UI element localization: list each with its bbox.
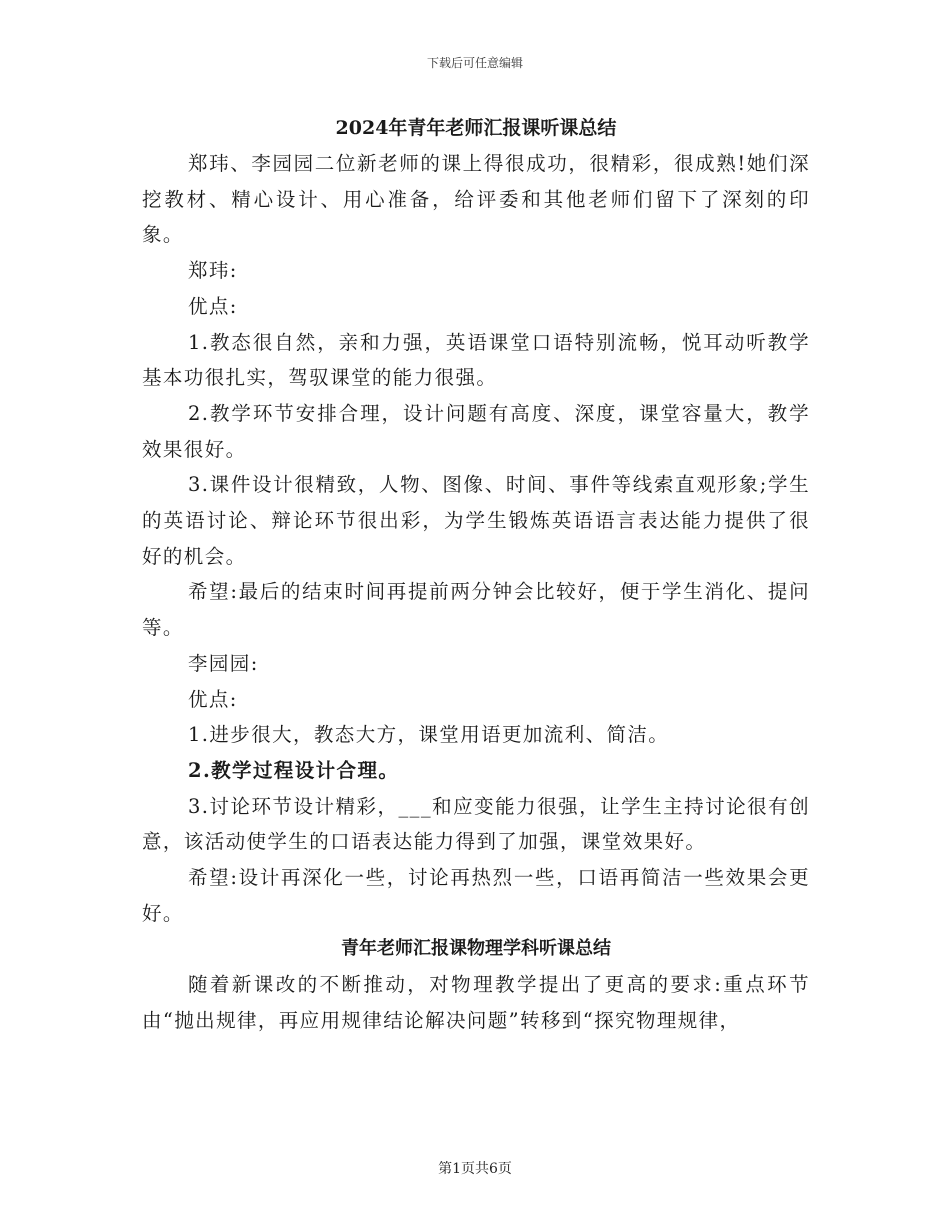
section-title: 青年老师汇报课物理学科听课总结 xyxy=(341,938,611,960)
paragraph-intro: 郑玮、李园园二位新老师的课上得很成功，很精彩，很成熟!她们深挖教材、精心设计、用心准备，给评委和其他老师们留下了深刻的印象。 xyxy=(142,152,810,247)
paragraph-li-point-3: 3.讨论环节设计精彩，___和应变能力很强，让学生主持讨论很有创意，该活动使学生的口语表达能力得到了加强，课堂效果好。 xyxy=(142,794,810,854)
page-number: 第1页共6页 xyxy=(438,1161,512,1177)
paragraph-physics-intro: 随着新课改的不断推动，对物理教学提出了更高的要求:重点环节由“抛出规律，再应用规律结论解决问题”转移到“探究物理规律， xyxy=(142,973,810,1033)
document-body xyxy=(142,110,810,1039)
paragraph-hope-2: 希望:设计再深化一些，讨论再热烈一些，口语再简洁一些效果会更好。 xyxy=(142,866,810,925)
paragraph-point-1: 1.教态很自然，亲和力强，英语课堂口语特别流畅，悦耳动听教学基本功很扎实，驾驭课堂的能力很强。 xyxy=(142,330,810,390)
paragraph-hope: 希望:最后的结束时间再提前两分钟会比较好，便于学生消化、提问等。 xyxy=(142,580,810,640)
paragraph-strengths-label: 优点: xyxy=(188,294,238,318)
paragraph-teacher-li: 李园园: xyxy=(188,651,259,675)
paragraph-li-point-2: 2.教学过程设计合理。 xyxy=(188,758,400,782)
paragraph-point-3: 3.课件设计很精致，人物、图像、时间、事件等线索直观形象;学生的英语讨论、辩论环节很出彩，为学生锻炼英语语言表达能力提供了很好的机会。 xyxy=(142,473,810,568)
paragraph-teacher-zheng: 郑玮: xyxy=(188,259,238,283)
header-note: 下载后可任意编辑 xyxy=(426,56,523,70)
paragraph-li-point-1: 1.进步很大，教态大方，课堂用语更加流利、简洁。 xyxy=(188,723,670,747)
document-title: 2024年青年老师汇报课听课总结 xyxy=(335,117,617,139)
paragraph-strengths-label-2: 优点: xyxy=(188,687,238,711)
paragraph-point-2: 2.教学环节安排合理，设计问题有高度、深度，课堂容量大，教学效果很好。 xyxy=(142,401,810,461)
